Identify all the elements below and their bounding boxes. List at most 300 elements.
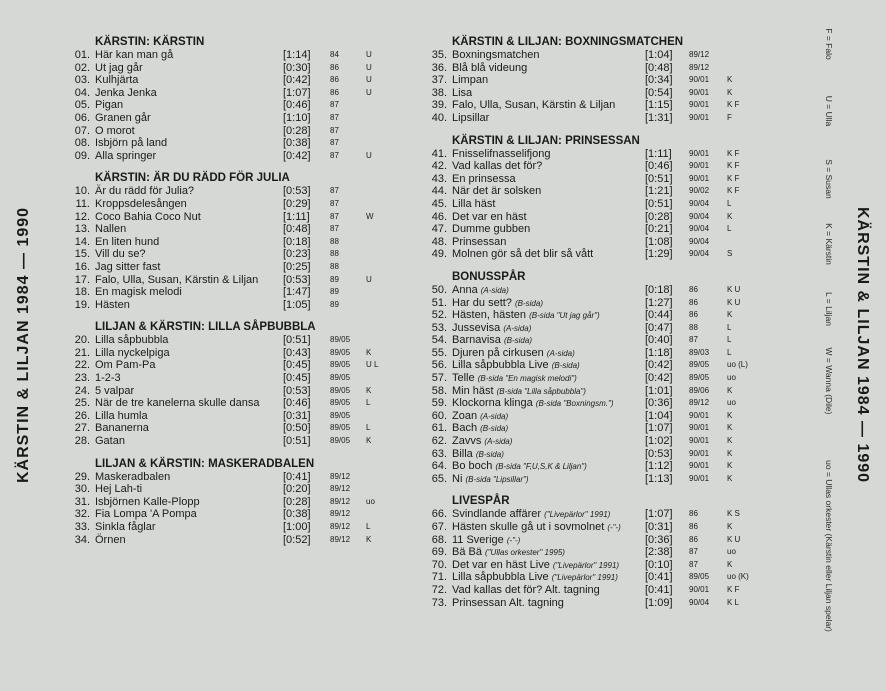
track-performers: L	[366, 423, 371, 433]
track-duration: [1:27]	[645, 296, 673, 309]
track-title-text: O morot	[95, 124, 135, 137]
track-title	[452, 112, 489, 125]
track-year: 89	[330, 287, 339, 297]
track-year: 89/05	[689, 373, 710, 383]
track-duration: [1:00]	[283, 521, 311, 533]
track-row	[425, 508, 770, 521]
track-number: 32.	[74, 508, 90, 521]
track-row	[425, 87, 770, 100]
track-title-text: Jussevisa	[452, 321, 501, 334]
track-year: 90/01	[689, 112, 710, 122]
track-row	[425, 397, 770, 410]
track-title	[95, 261, 160, 274]
track-number: 55.	[431, 346, 447, 359]
track-title	[452, 211, 527, 224]
track-number: 46.	[431, 210, 447, 223]
track-section	[68, 36, 408, 162]
track-title	[452, 347, 575, 361]
track-number: 60.	[431, 409, 447, 422]
track-title	[95, 74, 138, 87]
track-title	[452, 559, 619, 573]
track-performers: K F	[727, 161, 740, 171]
track-row	[68, 397, 408, 410]
track-row	[425, 309, 770, 322]
track-number: 45.	[431, 197, 447, 210]
track-year: 87	[330, 198, 339, 208]
track-row	[68, 274, 408, 287]
track-title-text: Lilla humla	[95, 409, 148, 422]
track-number: 47.	[431, 223, 447, 236]
track-title-text: Ni	[452, 472, 463, 485]
track-note: (A-sida)	[484, 437, 513, 447]
track-title	[95, 112, 151, 125]
track-performers: K	[727, 436, 733, 446]
track-title	[95, 274, 258, 287]
track-duration: [0:38]	[283, 137, 311, 150]
track-row	[425, 322, 770, 335]
track-number: 62.	[431, 435, 447, 448]
track-year: 87	[330, 112, 339, 122]
track-title-text: Molnen gör så det blir så vått	[452, 248, 594, 261]
track-year: 88	[330, 249, 339, 259]
track-note: (B-sida "Ut jag går")	[529, 311, 600, 321]
track-number: 29.	[74, 470, 90, 483]
track-number: 50.	[431, 283, 447, 296]
track-row	[68, 435, 408, 448]
track-number: 52.	[431, 309, 447, 322]
track-row	[425, 584, 770, 597]
track-title	[452, 435, 512, 449]
track-number: 69.	[431, 546, 447, 559]
track-performers: K	[727, 423, 733, 433]
track-row	[425, 62, 770, 75]
track-number: 42.	[431, 160, 447, 173]
track-duration: [0:51]	[645, 197, 673, 210]
track-title	[95, 334, 168, 347]
track-number: 67.	[431, 521, 447, 533]
section-title: LILJAN & KÄRSTIN: MASKERADBALEN	[95, 457, 315, 470]
track-title-text: Är du rädd för Julia?	[95, 185, 195, 198]
track-year: 87	[689, 559, 698, 569]
track-year: 86	[689, 534, 698, 544]
track-row	[68, 508, 408, 521]
track-number: 15.	[74, 248, 90, 261]
track-performers: K F	[727, 186, 740, 196]
track-title-text: Jenka Jenka	[95, 86, 157, 99]
track-duration: [0:28]	[283, 124, 311, 137]
track-performers: K U	[727, 534, 741, 544]
track-note: (B-sida "Boxningsm.")	[535, 399, 614, 409]
track-duration: [0:42]	[645, 372, 673, 385]
track-title-text: Bä Bä	[452, 546, 482, 559]
track-note: (B-sida "Lilla såpbubbla")	[496, 386, 586, 396]
section-title: LILJAN & KÄRSTIN: LILLA SÅPBUBBLA	[95, 321, 316, 334]
track-performers: S	[727, 249, 733, 259]
track-title	[95, 471, 170, 484]
track-year: 89/05	[330, 385, 351, 395]
track-title	[95, 236, 159, 249]
track-title-text: Boxningsmatchen	[452, 49, 540, 61]
track-duration: [0:41]	[645, 571, 673, 584]
section-title: LIVESPÅR	[452, 495, 510, 508]
track-performers: K F	[727, 584, 740, 594]
track-title-text: Isbjörnen Kalle-Plopp	[95, 495, 200, 508]
track-title	[95, 49, 173, 62]
track-row	[425, 422, 770, 435]
track-row	[68, 185, 408, 198]
track-performers: K	[727, 473, 733, 483]
track-year: 89/12	[330, 484, 351, 494]
track-duration: [0:53]	[283, 273, 311, 286]
track-note: (B-sida)	[480, 424, 509, 434]
track-year: 89/05	[689, 572, 710, 582]
track-title-text: Hej Lah-ti	[95, 483, 143, 496]
track-title-text: Kulhjärta	[95, 74, 139, 87]
track-title-text: Lilla såpbubbla Live	[452, 359, 549, 372]
track-duration: [1:02]	[645, 435, 673, 448]
track-number: 39.	[431, 99, 447, 112]
legend-entry: uo = Ullas orkester (Kärstin eller Liljan spelar)	[824, 460, 834, 632]
track-title-text: Min häst	[452, 384, 494, 397]
track-performers: K	[727, 410, 733, 420]
track-note: (-"-)	[506, 535, 521, 545]
track-number: 58.	[431, 384, 447, 397]
track-number: 13.	[74, 223, 90, 236]
track-title	[452, 74, 488, 87]
track-year: 84	[330, 50, 339, 59]
track-number: 63.	[431, 447, 447, 460]
track-performers: U	[366, 75, 372, 85]
track-year: 89	[330, 274, 339, 284]
track-row	[68, 299, 408, 312]
track-duration: [1:47]	[283, 286, 311, 299]
section-title: BONUSSPÅR	[452, 270, 526, 283]
track-year: 87	[330, 100, 339, 110]
track-title-text: Alla springer	[95, 149, 157, 162]
track-note: (B-sida)	[475, 449, 504, 459]
track-number: 48.	[431, 235, 447, 248]
track-title-text: Prinsessan Alt. tagning	[452, 596, 564, 609]
track-title	[452, 148, 550, 161]
track-duration: [1:29]	[645, 248, 673, 261]
track-duration: [2:38]	[645, 546, 673, 559]
track-title-text: Sinkla fåglar	[95, 521, 156, 533]
track-year: 89/05	[330, 398, 351, 408]
track-title	[452, 49, 539, 62]
track-title	[452, 322, 531, 336]
track-number: 05.	[74, 99, 90, 112]
track-duration: [0:41]	[283, 470, 311, 483]
track-duration: [0:31]	[645, 521, 673, 533]
track-title	[452, 248, 593, 261]
track-row	[425, 185, 770, 198]
track-year: 89/05	[330, 360, 351, 370]
track-duration: [1:01]	[645, 384, 673, 397]
track-title-text: En liten hund	[95, 235, 160, 248]
track-row	[425, 546, 770, 559]
track-year: 89/12	[330, 522, 351, 531]
track-number: 73.	[431, 596, 447, 609]
track-title-text: Nallen	[95, 223, 127, 236]
track-duration: [1:31]	[645, 111, 673, 124]
track-duration: [1:18]	[645, 346, 673, 359]
track-number: 07.	[74, 124, 90, 137]
track-duration: [0:42]	[283, 149, 311, 162]
track-number: 03.	[74, 74, 90, 87]
track-performers: K	[727, 211, 733, 221]
track-row	[425, 534, 770, 547]
track-title	[95, 483, 142, 496]
track-number: 23.	[74, 372, 90, 385]
legend-entry: L = Liljan	[824, 292, 834, 326]
track-duration: [1:07]	[645, 508, 673, 521]
track-performers: K F	[727, 173, 740, 183]
track-performers: uo	[366, 496, 375, 506]
track-title-text: Isbjörn på land	[95, 137, 168, 150]
track-year: 90/02	[689, 186, 710, 196]
track-year: 87	[330, 125, 339, 135]
track-note: ("Ullas orkester" 1995)	[485, 548, 565, 558]
track-year: 89/12	[689, 50, 710, 59]
track-year: 88	[330, 261, 339, 271]
track-title	[95, 521, 156, 534]
track-number: 28.	[74, 435, 90, 448]
track-row	[68, 87, 408, 100]
track-title-text: Vill du se?	[95, 248, 146, 261]
track-year: 87	[689, 335, 698, 345]
track-duration: [1:13]	[645, 472, 673, 485]
track-title-text: Billa	[452, 447, 473, 460]
track-performers: U	[366, 150, 372, 160]
track-duration: [0:42]	[283, 74, 311, 87]
track-note: (-"-)	[607, 523, 621, 532]
track-performers: L	[727, 347, 732, 357]
track-year: 86	[330, 75, 339, 85]
track-duration: [0:50]	[283, 422, 311, 435]
track-note: ("Livepärlor" 1991)	[551, 573, 618, 583]
track-number: 19.	[74, 298, 90, 311]
track-year: 88	[689, 322, 698, 332]
track-row	[68, 372, 408, 385]
track-performers: K	[366, 534, 372, 544]
track-row	[425, 460, 770, 473]
track-title	[95, 435, 125, 448]
track-title	[452, 521, 621, 535]
track-number: 51.	[431, 296, 447, 309]
track-year: 86	[330, 87, 339, 97]
track-year: 89/05	[330, 335, 351, 345]
track-row	[68, 223, 408, 236]
track-section	[425, 36, 770, 125]
track-duration: [0:51]	[645, 172, 673, 185]
track-duration: [0:46]	[645, 160, 673, 173]
track-duration: [0:53]	[283, 185, 311, 198]
track-duration: [0:53]	[645, 447, 673, 460]
track-title-text: Lipsillar	[452, 111, 490, 124]
track-row	[68, 347, 408, 360]
track-title	[452, 236, 506, 249]
track-title	[452, 448, 504, 462]
track-performers: K	[727, 448, 733, 458]
track-title-text: Svindlande affärer	[452, 508, 542, 521]
track-duration: [0:41]	[645, 583, 673, 596]
track-performers: K	[366, 385, 372, 395]
track-title	[452, 87, 472, 100]
track-year: 90/01	[689, 410, 710, 420]
track-duration: [0:36]	[645, 397, 673, 410]
track-performers: U	[366, 87, 372, 97]
track-performers: K S	[727, 509, 740, 519]
track-row	[425, 112, 770, 125]
track-year: 90/04	[689, 198, 710, 208]
track-title-text: Det var en häst	[452, 210, 527, 223]
track-performers: K	[727, 522, 733, 531]
track-title	[95, 62, 143, 75]
track-section	[425, 135, 770, 261]
track-title-text: Klockorna klinga	[452, 397, 533, 410]
track-duration: [1:07]	[645, 422, 673, 435]
track-duration: [0:20]	[283, 483, 311, 496]
track-title	[452, 397, 613, 411]
track-performers: L	[366, 398, 371, 408]
track-year: 90/01	[689, 161, 710, 171]
track-number: 09.	[74, 149, 90, 162]
track-title-text: Gatan	[95, 435, 125, 448]
track-duration: [0:45]	[283, 372, 311, 385]
track-title-text: Vad kallas det för? Alt. tagning	[452, 583, 600, 596]
track-row	[425, 173, 770, 186]
track-title	[452, 546, 565, 560]
track-year: 89/05	[330, 373, 351, 383]
track-number: 59.	[431, 397, 447, 410]
track-duration: [0:53]	[283, 384, 311, 397]
track-note: (A-sida)	[503, 323, 532, 333]
section-title: KÄRSTIN: ÄR DU RÄDD FÖR JULIA	[95, 172, 290, 185]
track-duration: [0:46]	[283, 397, 311, 410]
track-year: 89/12	[330, 471, 351, 481]
track-duration: [0:18]	[283, 235, 311, 248]
track-row	[425, 435, 770, 448]
track-title	[95, 99, 123, 112]
track-year: 90/04	[689, 211, 710, 221]
track-duration: [0:51]	[283, 334, 311, 347]
track-row	[425, 74, 770, 87]
track-number: 38.	[431, 86, 447, 99]
track-title	[452, 385, 586, 399]
track-title	[95, 198, 187, 211]
track-row	[68, 359, 408, 372]
track-title-text: När det är solsken	[452, 185, 542, 198]
track-title-text: Granen går	[95, 111, 151, 124]
track-year: 86	[689, 509, 698, 519]
track-row	[425, 521, 770, 534]
track-note: ("Livepärlor" 1991)	[552, 560, 620, 570]
track-duration: [0:46]	[283, 99, 311, 112]
track-row	[425, 211, 770, 224]
track-title-text: Lilla häst	[452, 197, 496, 210]
track-duration: [1:08]	[645, 235, 673, 248]
track-duration: [1:12]	[645, 460, 673, 473]
track-number: 57.	[431, 372, 447, 385]
track-title	[95, 185, 194, 198]
track-number: 66.	[431, 508, 447, 521]
track-row	[68, 261, 408, 274]
track-row	[68, 483, 408, 496]
track-title	[452, 334, 532, 348]
track-title-text: Har du sett?	[452, 296, 512, 309]
track-title-text: Dumme gubben	[452, 223, 531, 236]
track-title	[452, 173, 516, 186]
track-row	[425, 372, 770, 385]
track-number: 18.	[74, 286, 90, 299]
track-number: 35.	[431, 49, 447, 61]
track-number: 36.	[431, 61, 447, 74]
track-title-text: Bananerna	[95, 422, 149, 435]
track-note: (A-sida)	[546, 348, 575, 358]
track-performers: K	[727, 559, 733, 569]
track-title-text: Det var en häst Live	[452, 558, 550, 571]
track-year: 86	[689, 284, 698, 294]
track-performers: uo	[727, 373, 736, 383]
track-title-text: Djuren på cirkusen	[452, 346, 544, 359]
track-row	[425, 236, 770, 249]
track-number: 53.	[431, 321, 447, 334]
track-duration: [0:47]	[645, 321, 673, 334]
track-title-text: Vad kallas det för?	[452, 160, 543, 173]
track-title	[452, 185, 541, 198]
track-title-text: Falo, Ulla, Susan, Kärstin & Liljan	[95, 273, 259, 286]
section-title: KÄRSTIN & LILJAN: BOXNINGSMATCHEN	[452, 36, 684, 48]
track-title	[452, 508, 610, 522]
track-row	[425, 559, 770, 572]
track-title	[95, 385, 134, 398]
track-title-text: Lisa	[452, 86, 473, 99]
track-duration: [1:05]	[283, 298, 311, 311]
track-row	[68, 471, 408, 484]
track-performers: L	[727, 322, 732, 332]
track-duration: [0:48]	[283, 223, 311, 236]
track-year: 87	[689, 547, 698, 557]
track-title-text: 1-2-3	[95, 372, 121, 385]
track-duration: [1:04]	[645, 409, 673, 422]
track-duration: [0:28]	[645, 210, 673, 223]
track-duration: [0:29]	[283, 197, 311, 210]
track-row	[425, 49, 770, 62]
section-title: KÄRSTIN: KÄRSTIN	[95, 36, 205, 48]
track-performers: W	[366, 211, 374, 221]
track-row	[425, 99, 770, 112]
track-title	[452, 284, 509, 298]
spine-left	[0, 0, 48, 691]
track-title	[452, 223, 530, 236]
track-title-text: 5 valpar	[95, 384, 135, 397]
track-number: 33.	[74, 521, 90, 533]
track-number: 01.	[74, 49, 90, 61]
track-year: 89/03	[689, 347, 710, 357]
track-note: (B-sida "Lipsillar")	[465, 474, 529, 484]
track-number: 70.	[431, 558, 447, 571]
track-performers: K U	[727, 297, 741, 307]
track-year: 87	[330, 211, 339, 221]
track-year: 90/04	[689, 224, 710, 234]
track-duration: [0:23]	[283, 248, 311, 261]
track-row	[425, 160, 770, 173]
track-number: 30.	[74, 483, 90, 496]
track-year: 90/01	[689, 423, 710, 433]
track-duration: [0:44]	[645, 309, 673, 322]
track-title	[95, 534, 126, 547]
track-row	[68, 385, 408, 398]
